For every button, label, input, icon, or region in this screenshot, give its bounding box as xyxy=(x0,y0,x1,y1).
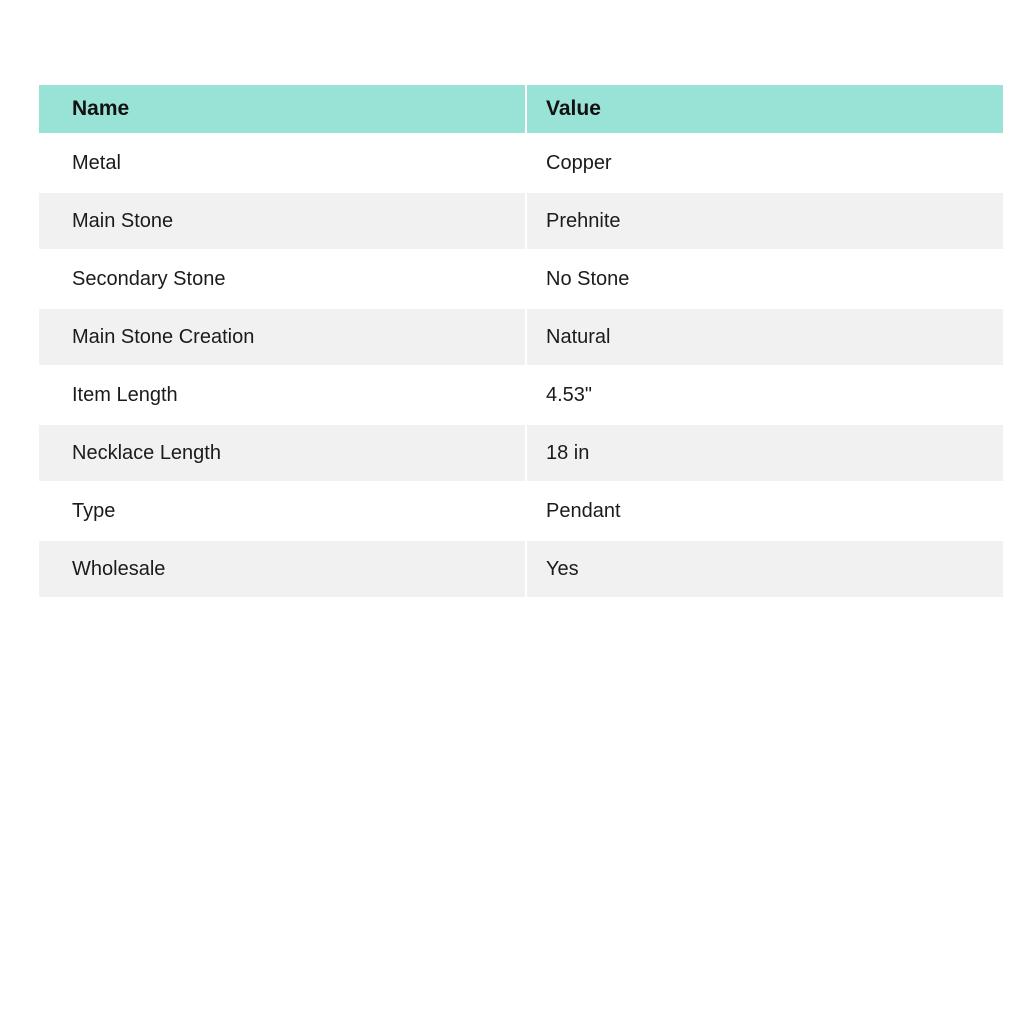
table-header-row xyxy=(39,85,1003,133)
table-row xyxy=(39,193,1003,249)
row-value-cell: Natural xyxy=(527,309,1003,365)
table-row xyxy=(39,135,1003,191)
table-header-value: Value xyxy=(527,85,1003,133)
row-value-cell: Yes xyxy=(527,541,1003,597)
row-value-cell: Pendant xyxy=(527,483,1003,539)
table-row xyxy=(39,541,1003,597)
row-name-cell: Necklace Length xyxy=(39,425,525,481)
row-value-cell: Copper xyxy=(527,135,1003,191)
table-row xyxy=(39,251,1003,307)
table-header-name: Name xyxy=(39,85,525,133)
row-name-cell: Item Length xyxy=(39,367,525,423)
row-name-cell: Main Stone xyxy=(39,193,525,249)
row-name-cell: Metal xyxy=(39,135,525,191)
table-row xyxy=(39,425,1003,481)
table-row xyxy=(39,367,1003,423)
row-value-cell: 4.53" xyxy=(527,367,1003,423)
table-row xyxy=(39,309,1003,365)
row-name-cell: Main Stone Creation xyxy=(39,309,525,365)
row-value-cell: No Stone xyxy=(527,251,1003,307)
row-name-cell: Type xyxy=(39,483,525,539)
row-value-cell: Prehnite xyxy=(527,193,1003,249)
row-name-cell: Secondary Stone xyxy=(39,251,525,307)
row-value-cell: 18 in xyxy=(527,425,1003,481)
table-row xyxy=(39,483,1003,539)
product-spec-table xyxy=(37,83,1005,599)
row-name-cell: Wholesale xyxy=(39,541,525,597)
